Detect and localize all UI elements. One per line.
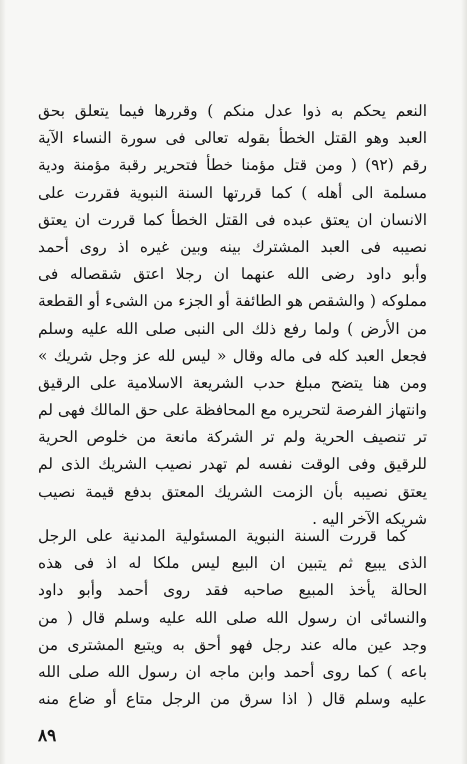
text-line: الانسان ان يعتق عبده فى القتل الخطأ كما قررت ان يعتق	[38, 210, 427, 229]
text-line: شريكه الآخر اليه .	[312, 509, 427, 528]
text-line: الحالة يأخذ المبيع صاحبه فقد روى أحمد وأبو داود	[38, 581, 427, 600]
text-line: وانتهاز الفرصة لتحريره مع المحافظة على حق المالك فهى لم	[38, 401, 427, 420]
text-line: عليه وسلم قال ( اذا سرق من الرجل متاع أو ضاع منه	[38, 690, 427, 709]
text-line: يعتق نصيبه بأن الزمت الشريك المعتق بدفع قيمة نصيب	[38, 482, 427, 501]
paragraph-2	[38, 523, 427, 713]
text-line: ومن هنا يتضح مبلغ حدب الشريعة الاسلامية على الرقيق	[38, 373, 427, 392]
text-line: مسلمة الى أهله ) كما قررتها السنة النبوية فقررت على	[38, 183, 427, 202]
text-line: من الأرض ) ولما رفع ذلك الى النبى صلى الله عليه وسلم	[38, 319, 427, 338]
text-line: وأبو داود رضى الله عنهما ان رجلا اعتق شقصاله فى	[38, 265, 427, 284]
text-line: رقم (٩٢) ( ومن قتل مؤمنا خطأ فتحرير رقبة مؤمنة ودية	[38, 156, 427, 175]
text-line: باعه ) كما روى أحمد وابن ماجه ان رسول الله صلى الله	[38, 662, 427, 681]
text-line: مملوكه ( والشقص هو الطائفة أو الجزء من الشىء أو القطعة	[38, 292, 427, 311]
page-number: ٨٩	[38, 726, 57, 746]
page-edge-right	[461, 0, 467, 764]
text-line: والنسائى ان رسول الله صلى الله عليه وسلم قال ( من	[38, 608, 427, 627]
text-line: تر تنصيف الحرية ولم تر الشركة مانعة من خلوص الحرية	[38, 428, 427, 447]
text-line: للرقيق وفى الوقت نفسه لم تهدر نصيب الشريك الذى لم	[38, 455, 427, 474]
text-line: الذى يبيع ثم يتبين ان البيع ليس ملكا له اذ فى هذه	[38, 554, 427, 573]
text-line: العبد وهو القتل الخطأ بقوله تعالى فى سورة النساء الآية	[38, 129, 427, 148]
text-line: فجعل العبد كله فى ماله وقال « ليس لله عز وجل شريك »	[38, 346, 427, 365]
text-line: وجد عين ماله عند رجل فهو أحق به ويتبع المشترى من	[38, 635, 427, 654]
text-line: نصيبه فى العبد المشترك بينه وبين غيره اذ روى أحمد	[38, 237, 427, 256]
text-line: كما قررت السنة النبوية المسئولية المدنية على الرجل	[38, 527, 407, 545]
text-line: النعم يحكم به ذوا عدل منكم ) وقررها فيما يتعلق بحق	[38, 102, 427, 120]
page-edge-left	[0, 0, 6, 764]
paragraph-1	[38, 98, 427, 533]
